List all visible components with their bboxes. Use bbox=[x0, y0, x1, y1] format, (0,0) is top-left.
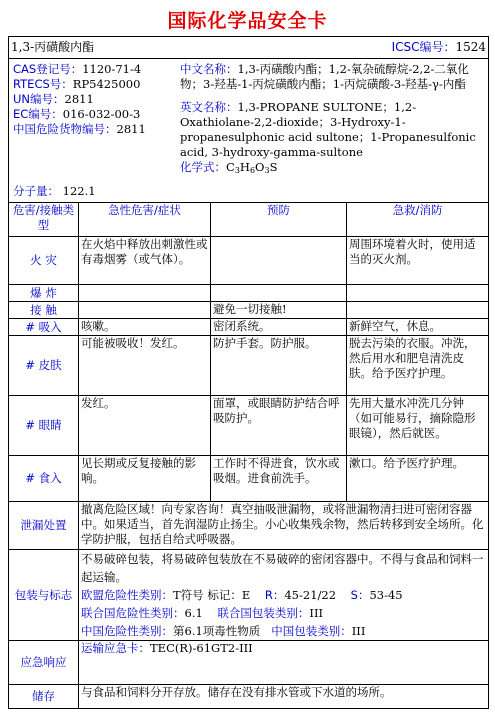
hazard-symptoms bbox=[79, 285, 211, 302]
hazard-row-inhalation bbox=[9, 319, 489, 336]
emergency-row bbox=[9, 641, 489, 685]
hazard-type: # 食入 bbox=[9, 456, 79, 502]
card-title: 国际化学品安全卡 bbox=[167, 10, 328, 32]
hazard-row-contact bbox=[9, 302, 489, 319]
header-firstaid: 急救/消防 bbox=[347, 203, 489, 237]
hazard-firstaid: 脱去污染的衣服。冲洗，然后用水和肥皂清洗皮肤。给予医疗护理。 bbox=[347, 336, 489, 396]
chemical-name: 1,3-丙磺酸内酯 bbox=[11, 40, 95, 54]
cn-hazard-class: 中国危险性类别：第6.1项毒性物质 中国包装类别：III bbox=[81, 624, 366, 638]
header-symptoms: 急性危害/症状 bbox=[79, 203, 211, 237]
hazard-type: # 吸入 bbox=[9, 319, 79, 336]
cas-number: CAS登记号：1120-71-4 bbox=[13, 62, 142, 76]
hazard-prevention: 工作时不得进食，饮水或吸烟。进食前洗手。 bbox=[211, 456, 347, 502]
hazard-row-ingestion bbox=[9, 456, 489, 502]
chemical-formula: 化学式：$C_3H_6O_3S$ bbox=[180, 160, 278, 175]
hazard-header-row bbox=[9, 203, 489, 237]
hazard-type: 爆 炸 bbox=[9, 285, 79, 302]
emergency-label: 应急响应 bbox=[9, 641, 79, 685]
hazard-symptoms bbox=[79, 302, 211, 319]
english-name: 英文名称：1,3-PROPANE SULTONE；1,2-Oxathiolane-2,2-dioxide；3-Hydroxy-1-propanesulphonic acid sultone；1-Propanesulfonic acid, 3-hydroxy-gamma-sultone bbox=[180, 100, 476, 159]
packaging-text: 不易破碎包装，将易破碎包装放在不易破碎的密闭容器中。不得与食品和饲料一起运输。 bbox=[81, 552, 484, 584]
packaging-row bbox=[9, 550, 489, 641]
un-number: UN编号：2811 bbox=[13, 92, 94, 106]
hazard-row-skin bbox=[9, 336, 489, 396]
storage-text: 与食品和饲料分开存放。储存在没有排水管或下水道的场所。 bbox=[79, 685, 489, 709]
hazard-type: 火 灾 bbox=[9, 237, 79, 285]
hazard-firstaid: 先用大量水冲洗几分钟（如可能易行，摘除隐形眼镜），然后就医。 bbox=[347, 396, 489, 456]
hazard-prevention bbox=[211, 285, 347, 302]
hazard-row-eyes bbox=[9, 396, 489, 456]
molecular-weight: 分子量： 122.1 bbox=[13, 184, 96, 198]
icsc-number: ICSC编号：1524 bbox=[391, 40, 487, 54]
identifiers-block bbox=[11, 62, 486, 199]
hazard-symptoms: 咳嗽。 bbox=[79, 319, 211, 336]
hazard-symptoms: 可能被吸收！发红。 bbox=[79, 336, 211, 396]
hazard-firstaid bbox=[347, 285, 489, 302]
hazard-row-fire bbox=[9, 237, 489, 285]
hazard-firstaid: 新鲜空气，休息。 bbox=[347, 319, 489, 336]
hazard-symptoms: 发红。 bbox=[79, 396, 211, 456]
hazard-symptoms: 在火焰中释放出刺激性或有毒烟雾（或气体）。 bbox=[79, 237, 211, 285]
hazard-prevention bbox=[211, 237, 347, 285]
storage-label: 储存 bbox=[9, 685, 79, 709]
storage-row bbox=[9, 685, 489, 709]
hazard-firstaid: 漱口。给予医疗护理。 bbox=[347, 456, 489, 502]
chinese-name: 中文名称：1,3-丙磺酸内酯；1,2-氧杂硫醇烷-2,2-二氧化物；3-羟基-1-丙烷磺酸内酯；1-丙烷磺酸-3-羟基-γ-内酯 bbox=[180, 62, 469, 91]
rtecs-number: RTECS号：RP5425000 bbox=[13, 77, 141, 91]
hazard-row-explosion bbox=[9, 285, 489, 302]
hazard-prevention: 防护手套。防护服。 bbox=[211, 336, 347, 396]
packaging-label: 包装与标志 bbox=[9, 550, 79, 641]
header-prevention: 预防 bbox=[211, 203, 347, 237]
spill-row bbox=[9, 502, 489, 550]
eu-hazard-class: 欧盟危险性类别：T符号 标记：E R：45-21/22 S：53-45 bbox=[81, 588, 403, 602]
hazard-type: # 眼睛 bbox=[9, 396, 79, 456]
emergency-card: 运输应急卡：TEC(R)-61GT2-III bbox=[79, 641, 489, 685]
card-table bbox=[8, 36, 489, 709]
hazard-prevention: 避免一切接触! bbox=[211, 302, 347, 319]
name-row bbox=[11, 40, 486, 55]
hazard-symptoms: 见长期或反复接触的影响。 bbox=[79, 456, 211, 502]
header-type: 危害/接触类型 bbox=[9, 203, 79, 237]
cn-hazard-number: 中国危险货物编号：2811 bbox=[13, 122, 146, 136]
spill-text: 撤离危险区域！向专家咨询！真空抽吸泄漏物，或将泄漏物清扫进可密闭容器中。如果适当，首先润湿防止扬尘。小心收集残余物，然后转移到安全场所。化学防护服，包括自给式呼吸器。 bbox=[79, 502, 489, 550]
hazard-firstaid: 周围环境着火时，使用适当的灭火剂。 bbox=[347, 237, 489, 285]
un-hazard-class: 联合国危险性类别：6.1 联合国包装类别：III bbox=[81, 606, 324, 620]
hazard-prevention: 面罩，或眼睛防护结合呼吸防护。 bbox=[211, 396, 347, 456]
hazard-firstaid bbox=[347, 302, 489, 319]
hazard-type: # 皮肤 bbox=[9, 336, 79, 396]
spill-label: 泄漏处置 bbox=[9, 502, 79, 550]
hazard-type: 接 触 bbox=[9, 302, 79, 319]
ec-number: EC编号：016-032-00-3 bbox=[13, 107, 141, 121]
hazard-prevention: 密闭系统。 bbox=[211, 319, 347, 336]
